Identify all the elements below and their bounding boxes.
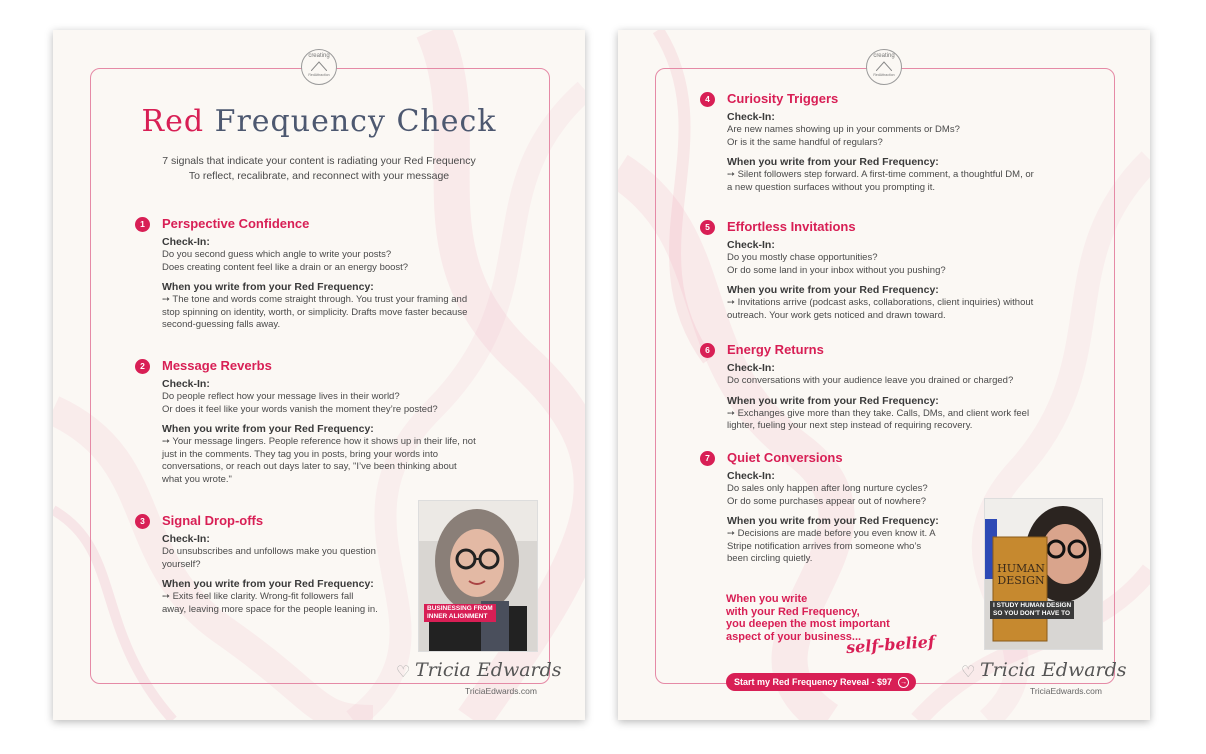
write-text <box>727 169 1110 194</box>
text-line: Do you second guess which angle to write your posts? <box>162 249 392 260</box>
section-title: Effortless Invitations <box>727 219 856 234</box>
write-label: When you write from your Red Frequency: <box>162 423 374 435</box>
mountain-icon <box>311 61 327 71</box>
website-url: TriciaEdwards.com <box>1030 686 1102 696</box>
checkin-label: Check-In: <box>162 236 210 248</box>
text-line: what you wrote." <box>162 473 232 485</box>
text-line: Does creating content feel like a drain or an energy boost? <box>162 261 409 273</box>
text-line: just in the comments. They tag you in posts, bring your words into <box>162 448 438 460</box>
signature: Tricia Edwards <box>415 659 562 681</box>
text-line: Or does it feel like your words vanish the moment they’re posted? <box>162 403 438 415</box>
brand-logo <box>866 49 902 85</box>
signature: Tricia Edwards <box>980 659 1127 681</box>
logo-bottom-text: RedAttraction <box>308 73 330 77</box>
arrow-right-icon: → <box>900 679 908 686</box>
section-curiosity-triggers <box>700 91 1110 194</box>
caption-line: I STUDY HUMAN DESIGN <box>993 602 1072 609</box>
write-text <box>162 294 545 332</box>
author-photo <box>418 500 538 652</box>
subtitle <box>53 154 585 184</box>
section-number-badge: 1 <box>135 217 150 232</box>
text-line: Do unsubscribes and unfollows make you question <box>162 546 376 557</box>
checkin-text <box>727 375 1110 388</box>
logo-top-text: creating <box>308 53 330 59</box>
section-title: Message Reverbs <box>162 358 272 373</box>
logo-bottom-text: RedAttraction <box>873 73 895 77</box>
website-url: TriciaEdwards.com <box>465 686 537 696</box>
section-title: Perspective Confidence <box>162 216 310 231</box>
checkin-label: Check-In: <box>162 378 210 390</box>
text-line: Do people reflect how your message lives in their world? <box>162 391 400 402</box>
checkin-text <box>162 249 545 274</box>
text-line: ➙ Invitations arrive (podcast asks, collaborations, client inquiries) without <box>727 297 1034 308</box>
author-photo-with-book <box>984 498 1103 650</box>
brand-logo <box>301 49 337 85</box>
text-line: Stripe notification arrives from someone who’s <box>727 540 922 552</box>
write-label: When you write from your Red Frequency: <box>162 578 374 590</box>
checkin-text <box>162 546 415 571</box>
text-line: second-guessing falls away. <box>162 319 281 330</box>
section-effortless-invitations <box>700 219 1110 322</box>
checkin-label: Check-In: <box>727 470 775 482</box>
book-title <box>997 563 1045 587</box>
section-number-badge: 3 <box>135 514 150 529</box>
text-line: ➙ Exchanges give more than they take. Calls, DMs, and client work feel <box>727 407 1030 419</box>
callout-line: aspect of your business... <box>726 630 862 643</box>
page-left <box>53 30 585 720</box>
section-perspective-confidence <box>135 216 545 332</box>
text-line: Do you mostly chase opportunities? <box>727 252 878 263</box>
subtitle-line: 7 signals that indicate your content is radiating your Red Frequency <box>162 155 476 167</box>
text-line: stop spinning on identity, worth, or simplicity. Drafts move faster because <box>162 306 468 318</box>
text-line: outreach. Your work gets noticed and drawn toward. <box>727 309 946 321</box>
write-label: When you write from your Red Frequency: <box>727 515 939 527</box>
text-line: Or do some land in your inbox without you pushing? <box>727 264 946 276</box>
write-text <box>727 297 1110 322</box>
photo-caption <box>424 604 496 622</box>
section-number-badge: 2 <box>135 359 150 374</box>
checkin-label: Check-In: <box>727 362 775 374</box>
section-energy-returns <box>700 342 1110 433</box>
write-label: When you write from your Red Frequency: <box>727 394 939 407</box>
caption-line: INNER ALIGNMENT <box>427 613 488 620</box>
mountain-icon <box>876 61 892 71</box>
text-line: Are new names showing up in your comments or DMs? <box>727 124 960 135</box>
section-number-badge: 7 <box>700 451 715 466</box>
checkin-text <box>727 124 1110 149</box>
text-line: lighter, fueling your next step instead of requiring recovery. <box>727 420 973 431</box>
text-line: Or is it the same handful of regulars? <box>727 136 883 148</box>
start-red-frequency-reveal-button[interactable] <box>726 673 916 691</box>
text-line: been circling quietly. <box>727 553 813 564</box>
caption-line: BUSINESSING FROM <box>427 605 493 612</box>
checkin-label: Check-In: <box>162 533 210 545</box>
section-number-badge: 5 <box>700 220 715 235</box>
photo-caption <box>990 601 1074 619</box>
cta-label: Start my Red Frequency Reveal - $97 <box>734 677 893 687</box>
text-line: ➙ Exits feel like clarity. Wrong-fit followers fall <box>162 591 354 602</box>
callout-line: When you write <box>726 593 808 605</box>
heart-icon: ♡ <box>396 664 411 681</box>
text-line: Do conversations with your audience leave you drained or charged? <box>727 375 1014 386</box>
self-belief-script: self-belief <box>845 631 936 658</box>
checkin-text <box>162 391 545 416</box>
checkin-text <box>727 252 1110 277</box>
text-line: Or do some purchases appear out of nowhere? <box>727 495 927 507</box>
section-message-reverbs <box>135 358 545 486</box>
portrait-illustration <box>419 501 537 651</box>
page-right <box>618 30 1150 720</box>
text-line: ➙ The tone and words come straight through. You trust your framing and <box>162 294 468 305</box>
logo-top-text: creating <box>873 53 895 59</box>
checkin-text <box>727 483 960 508</box>
section-number-badge: 4 <box>700 92 715 107</box>
text-line: away, leaving more space for the people leaning in. <box>162 603 378 615</box>
text-line: conversations, or reach out days later to say, "I’ve been thinking about <box>162 461 457 472</box>
book-title-line: DESIGN <box>997 574 1045 587</box>
text-line: ➙ Decisions are made before you even know it. A <box>727 528 936 539</box>
section-number-badge: 6 <box>700 343 715 358</box>
write-label: When you write from your Red Frequency: <box>727 156 939 168</box>
section-title: Curiosity Triggers <box>727 91 839 106</box>
section-quiet-conversions <box>700 450 960 566</box>
write-text <box>727 408 1110 433</box>
write-label: When you write from your Red Frequency: <box>162 281 374 293</box>
write-label: When you write from your Red Frequency: <box>727 284 939 296</box>
text-line: ➙ Your message lingers. People reference how it shows up in their life, not <box>162 436 476 447</box>
write-text <box>162 436 545 486</box>
text-line: Do sales only happen after long nurture cycles? <box>727 483 928 494</box>
caption-line: SO YOU DON'T HAVE TO <box>993 610 1071 617</box>
subtitle-line: To reflect, recalibrate, and reconnect with your message <box>188 170 450 182</box>
callout-text <box>726 593 890 643</box>
callout-line: with your Red Frequency, <box>726 605 860 618</box>
write-text <box>162 591 415 616</box>
callout-line: you deepen the most important <box>726 618 890 630</box>
checkin-label: Check-In: <box>727 239 775 251</box>
checkin-label: Check-In: <box>727 111 775 123</box>
section-signal-drop-offs <box>135 513 415 616</box>
section-title: Signal Drop-offs <box>162 513 264 528</box>
page-title <box>53 104 585 139</box>
text-line: ➙ Silent followers step forward. A first-time comment, a thoughtful DM, or <box>727 169 1034 180</box>
section-title: Quiet Conversions <box>727 450 843 465</box>
heart-icon: ♡ <box>961 664 976 681</box>
book-title-line: HUMAN <box>997 562 1045 575</box>
text-line: yourself? <box>162 558 201 570</box>
write-text <box>727 528 960 566</box>
text-line: a new question surfaces without you prompting it. <box>727 181 936 193</box>
title-rest: Frequency Check <box>214 104 497 139</box>
section-title: Energy Returns <box>727 342 824 357</box>
title-red-word: Red <box>141 104 205 139</box>
